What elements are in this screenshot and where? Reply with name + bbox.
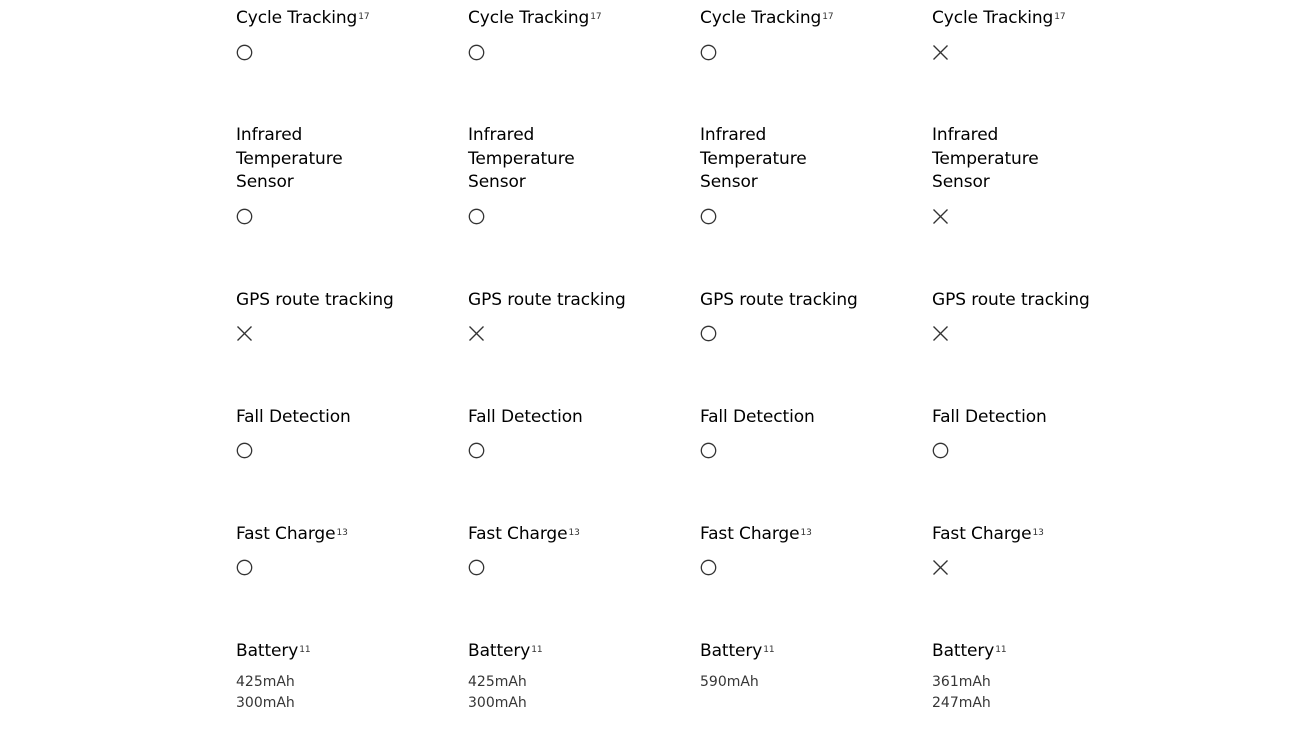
feature-label: Fall Detection	[468, 407, 583, 427]
battery-value: 425mAh	[236, 673, 295, 690]
circle-icon	[700, 442, 717, 459]
feature-label: GPS route tracking	[700, 290, 858, 310]
col3-battery	[700, 640, 900, 693]
col1-fast-charge	[236, 523, 436, 547]
feature-label: Cycle Tracking$^{17}$	[700, 8, 834, 28]
feature-label: Fall Detection	[932, 407, 1047, 427]
feature-label: Battery$^{11}$	[932, 641, 1007, 661]
col3-gps-route-tracking	[700, 289, 900, 313]
circle-icon	[236, 208, 253, 225]
battery-value: 361mAh	[932, 673, 991, 690]
x-icon	[468, 325, 485, 342]
col2-cycle-tracking	[468, 7, 668, 31]
feature-label: Fall Detection	[236, 407, 351, 427]
col2-gps-route-tracking	[468, 289, 668, 313]
circle-icon	[236, 44, 253, 61]
circle-icon	[700, 559, 717, 576]
col2-battery	[468, 640, 668, 714]
x-icon	[932, 44, 949, 61]
col2-fall-detection	[468, 406, 668, 430]
col4-infrared-temperature-sensor	[932, 124, 1132, 195]
feature-label: Infrared Temperature Sensor	[700, 125, 807, 192]
feature-label: Cycle Tracking$^{17}$	[468, 8, 602, 28]
circle-icon	[468, 442, 485, 459]
circle-icon	[468, 44, 485, 61]
col3-fast-charge	[700, 523, 900, 547]
x-icon	[932, 208, 949, 225]
circle-icon	[468, 208, 485, 225]
feature-label: Fast Charge$^{13}$	[932, 524, 1044, 544]
col3-cycle-tracking	[700, 7, 900, 31]
feature-label: GPS route tracking	[932, 290, 1090, 310]
circle-icon	[700, 208, 717, 225]
feature-label: Infrared Temperature Sensor	[236, 125, 343, 192]
battery-value: 590mAh	[700, 673, 759, 690]
col2-fast-charge	[468, 523, 668, 547]
x-icon	[932, 559, 949, 576]
col3-fall-detection	[700, 406, 900, 430]
battery-value: 300mAh	[236, 694, 295, 711]
col1-fall-detection	[236, 406, 436, 430]
circle-icon	[700, 44, 717, 61]
battery-value: 247mAh	[932, 694, 991, 711]
col1-battery	[236, 640, 436, 714]
col3-infrared-temperature-sensor	[700, 124, 900, 195]
col4-fall-detection	[932, 406, 1132, 430]
circle-icon	[236, 559, 253, 576]
circle-icon	[468, 559, 485, 576]
battery-value: 300mAh	[468, 694, 527, 711]
x-icon	[236, 325, 253, 342]
feature-label: Battery$^{11}$	[236, 641, 311, 661]
col1-gps-route-tracking	[236, 289, 436, 313]
col4-cycle-tracking	[932, 7, 1132, 31]
feature-label: GPS route tracking	[236, 290, 394, 310]
col1-cycle-tracking	[236, 7, 436, 31]
col4-battery	[932, 640, 1132, 714]
col4-fast-charge	[932, 523, 1132, 547]
feature-label: Fast Charge$^{13}$	[236, 524, 348, 544]
feature-label: Infrared Temperature Sensor	[932, 125, 1039, 192]
feature-label: Battery$^{11}$	[700, 641, 775, 661]
circle-icon	[236, 442, 253, 459]
col2-infrared-temperature-sensor	[468, 124, 668, 195]
feature-label: Fast Charge$^{13}$	[700, 524, 812, 544]
feature-label: Fast Charge$^{13}$	[468, 524, 580, 544]
feature-label: Battery$^{11}$	[468, 641, 543, 661]
feature-label: GPS route tracking	[468, 290, 626, 310]
x-icon	[932, 325, 949, 342]
col4-gps-route-tracking	[932, 289, 1132, 313]
feature-label: Cycle Tracking$^{17}$	[932, 8, 1066, 28]
circle-icon	[700, 325, 717, 342]
col1-infrared-temperature-sensor	[236, 124, 436, 195]
circle-icon	[932, 442, 949, 459]
feature-label: Cycle Tracking$^{17}$	[236, 8, 370, 28]
feature-label: Infrared Temperature Sensor	[468, 125, 575, 192]
feature-label: Fall Detection	[700, 407, 815, 427]
battery-value: 425mAh	[468, 673, 527, 690]
